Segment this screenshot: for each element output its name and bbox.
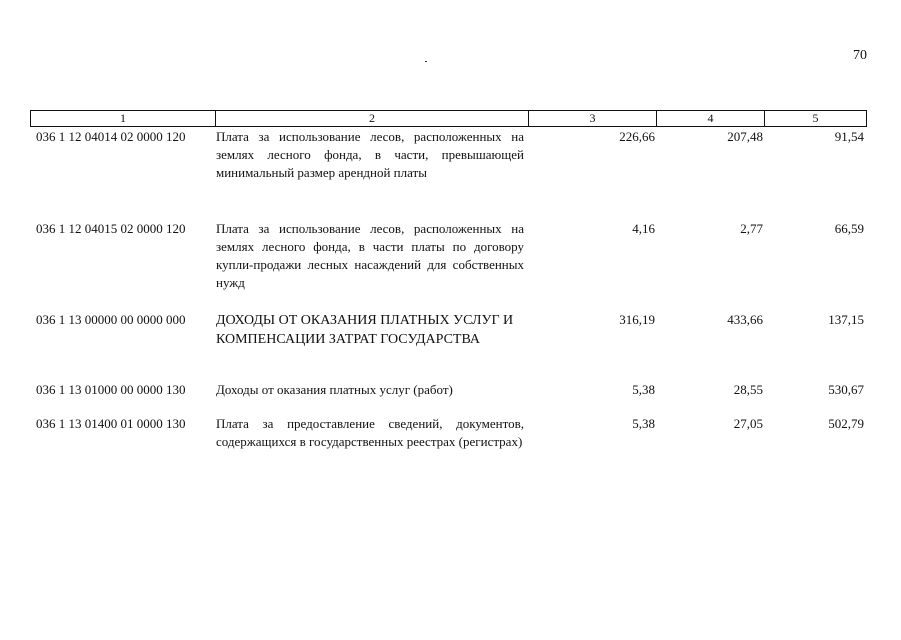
row-name: Плата за предоставление сведений, документов, содержащихся в государственных реестрах (регистрах) — [216, 416, 524, 449]
page-number: 70 — [853, 48, 867, 63]
row-code: 036 1 13 01000 00 0000 130 — [36, 382, 186, 397]
column-header-2: 2 — [216, 111, 529, 126]
row-value-col4: 207,48 — [727, 129, 763, 144]
row-value-col4: 433,66 — [727, 312, 763, 327]
row-name: ДОХОДЫ ОТ ОКАЗАНИЯ ПЛАТНЫХ УСЛУГ И КОМПЕНСАЦИИ ЗАТРАТ ГОСУДАРСТВА — [216, 313, 514, 347]
row-value-col5: 502,79 — [828, 416, 864, 431]
row-value-col3: 5,38 — [632, 382, 655, 397]
row-name: Плата за использование лесов, расположенных на землях лесного фонда, в части платы по договору купли-продажи лесных насаждений для собственных нужд — [216, 221, 524, 290]
row-name: Плата за использование лесов, расположенных на землях лесного фонда, в части, превышающей минимальный размер арендной платы — [216, 129, 524, 180]
row-value-col3: 4,16 — [632, 221, 655, 236]
row-value-col5: 137,15 — [828, 312, 864, 327]
row-value-col5: 91,54 — [834, 129, 864, 144]
row-code: 036 1 13 01400 01 0000 130 — [36, 416, 186, 431]
row-code: 036 1 13 00000 00 0000 000 — [36, 312, 186, 327]
column-header-5: 5 — [812, 111, 819, 125]
column-header-4: 4 — [657, 111, 765, 126]
column-header-1: 1 — [31, 111, 216, 126]
row-value-col4: 28,55 — [733, 382, 763, 397]
row-value-col3: 226,66 — [619, 129, 655, 144]
row-value-col5: 66,59 — [834, 221, 864, 236]
row-code: 036 1 12 04014 02 0000 120 — [36, 129, 186, 144]
row-value-col4: 2,77 — [740, 221, 763, 236]
row-value-col4: 27,05 — [733, 416, 763, 431]
row-value-col3: 5,38 — [632, 416, 655, 431]
row-name: Доходы от оказания платных услуг (работ) — [216, 382, 453, 397]
row-value-col3: 316,19 — [619, 312, 655, 327]
table-header-row — [30, 110, 867, 127]
row-code: 036 1 12 04015 02 0000 120 — [36, 221, 186, 236]
scan-speck — [425, 61, 427, 62]
column-header-3: 3 — [529, 111, 657, 126]
row-value-col5: 530,67 — [828, 382, 864, 397]
